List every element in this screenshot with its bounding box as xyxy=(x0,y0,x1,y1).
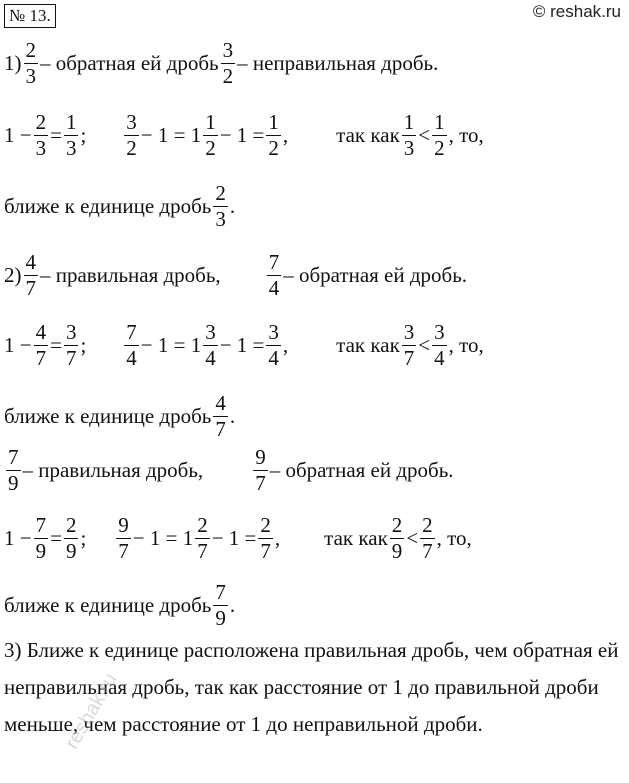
numerator: 7 xyxy=(8,445,19,469)
fraction xyxy=(195,515,210,562)
text: = xyxy=(50,333,62,357)
numerator: 2 xyxy=(25,38,36,62)
denominator: 3 xyxy=(403,136,415,160)
fraction xyxy=(64,112,79,159)
fraction xyxy=(64,515,79,562)
fraction xyxy=(34,515,49,562)
denominator: 4 xyxy=(268,276,280,300)
denominator: 4 xyxy=(434,346,445,370)
fraction xyxy=(24,252,39,299)
numerator: 1 xyxy=(205,110,216,134)
text: = xyxy=(50,526,62,550)
numerator: 7 xyxy=(35,513,47,537)
denominator: 7 xyxy=(197,539,208,563)
denominator: 2 xyxy=(268,136,279,160)
text: , xyxy=(274,526,281,550)
part1-line2 xyxy=(4,112,484,159)
fraction xyxy=(420,515,435,562)
text: < xyxy=(406,526,419,550)
fraction xyxy=(34,322,49,369)
denominator: 3 xyxy=(215,207,226,231)
denominator: 7 xyxy=(118,539,129,563)
text: ближе к единице дробь xyxy=(4,593,212,617)
fraction xyxy=(402,322,417,369)
brand-label: © reshak.ru xyxy=(532,2,621,21)
part3-paragraph: 3) Ближе к единице расположена правильная дробь, чем обратная ей неправильная дробь, так как расстояние от 1 до правильной дроби меньше, чем расстояние от 1 до неправильной дроби. xyxy=(4,638,619,736)
denominator: 7 xyxy=(35,346,47,370)
text: 1 − xyxy=(4,333,32,357)
text: 1 − xyxy=(4,526,32,550)
denominator: 7 xyxy=(25,276,36,300)
part2-line1 xyxy=(4,252,467,299)
part1-line1 xyxy=(4,40,438,87)
denominator: 4 xyxy=(126,346,137,370)
text: − 1 = 1 xyxy=(140,333,202,357)
text: − 1 = 1 xyxy=(132,526,194,550)
numerator: 3 xyxy=(205,320,216,344)
part2-line4 xyxy=(4,447,454,494)
numerator: 1 xyxy=(268,110,279,134)
numerator: 7 xyxy=(215,580,226,604)
text: – обратная ей дробь. xyxy=(283,263,468,287)
numerator: 4 xyxy=(25,250,36,274)
part2-line6 xyxy=(4,582,235,629)
text: ближе к единице дробь xyxy=(4,404,212,428)
text: ближе к единице дробь xyxy=(4,194,212,218)
numerator: 3 xyxy=(126,110,137,134)
fraction xyxy=(432,322,447,369)
text: , xyxy=(282,333,289,357)
denominator: 7 xyxy=(215,417,226,441)
fraction xyxy=(258,515,273,562)
numerator: 1 xyxy=(403,110,415,134)
denominator: 2 xyxy=(434,136,445,160)
denominator: 7 xyxy=(403,346,415,370)
text: так как xyxy=(336,333,400,357)
fraction xyxy=(124,322,139,369)
numerator: 3 xyxy=(222,38,234,62)
text: = xyxy=(50,123,62,147)
fraction xyxy=(213,183,228,230)
numerator: 3 xyxy=(268,320,279,344)
text: . xyxy=(229,593,236,617)
text: 2) xyxy=(4,263,22,287)
text: ; xyxy=(80,123,87,147)
text: – правильная дробь, xyxy=(40,263,221,287)
denominator: 9 xyxy=(65,539,77,563)
numerator: 3 xyxy=(434,320,445,344)
numerator: 2 xyxy=(215,181,226,205)
numerator: 2 xyxy=(391,513,403,537)
text: – обратная ей дробь. xyxy=(269,458,454,482)
numerator: 7 xyxy=(268,250,280,274)
fraction xyxy=(34,112,49,159)
denominator: 3 xyxy=(65,136,77,160)
numerator: 3 xyxy=(65,320,77,344)
numerator: 1 xyxy=(65,110,77,134)
fraction xyxy=(266,112,281,159)
text: – неправильная дробь. xyxy=(237,51,439,75)
denominator: 3 xyxy=(35,136,47,160)
denominator: 3 xyxy=(25,64,36,88)
text: . xyxy=(229,404,236,428)
text: 1) xyxy=(4,51,22,75)
denominator: 7 xyxy=(255,471,266,495)
denominator: 4 xyxy=(268,346,279,370)
text: − 1 = 1 xyxy=(140,123,202,147)
text: – правильная дробь, xyxy=(22,458,204,482)
fraction xyxy=(266,322,281,369)
denominator: 9 xyxy=(8,471,19,495)
denominator: 9 xyxy=(35,539,47,563)
fraction xyxy=(221,40,236,87)
denominator: 9 xyxy=(391,539,403,563)
text: – обратная ей дробь xyxy=(40,51,219,75)
denominator: 2 xyxy=(205,136,216,160)
text: − 1 = xyxy=(211,526,257,550)
denominator: 9 xyxy=(215,606,226,630)
fraction xyxy=(64,322,79,369)
problem-number: № 13. xyxy=(4,4,56,28)
part2-line5 xyxy=(4,515,472,562)
fraction xyxy=(390,515,405,562)
numerator: 2 xyxy=(260,513,271,537)
text: < xyxy=(418,333,431,357)
text: так как xyxy=(336,123,400,147)
numerator: 1 xyxy=(434,110,445,134)
fraction xyxy=(203,322,218,369)
text: , то, xyxy=(448,333,484,357)
fraction xyxy=(402,112,417,159)
text: так как xyxy=(324,526,388,550)
numerator: 2 xyxy=(35,110,47,134)
numerator: 7 xyxy=(126,320,137,344)
fraction xyxy=(267,252,282,299)
part2-line2 xyxy=(4,322,484,369)
numerator: 9 xyxy=(255,445,266,469)
fraction xyxy=(213,393,228,440)
text: , то, xyxy=(448,123,484,147)
text: , то, xyxy=(436,526,472,550)
text: ; xyxy=(80,526,87,550)
numerator: 9 xyxy=(118,513,129,537)
text: . xyxy=(229,194,236,218)
fraction xyxy=(253,447,268,494)
text: − 1 = xyxy=(219,333,265,357)
numerator: 2 xyxy=(422,513,433,537)
numerator: 4 xyxy=(35,320,47,344)
text: 1 − xyxy=(4,123,32,147)
fraction xyxy=(203,112,218,159)
denominator: 7 xyxy=(65,346,77,370)
fraction xyxy=(6,447,21,494)
denominator: 7 xyxy=(260,539,271,563)
fraction xyxy=(124,112,139,159)
denominator: 2 xyxy=(222,64,234,88)
fraction xyxy=(213,582,228,629)
watermark: reshak.ru xyxy=(60,669,122,753)
fraction xyxy=(116,515,131,562)
numerator: 4 xyxy=(215,391,226,415)
numerator: 3 xyxy=(403,320,415,344)
text: < xyxy=(418,123,431,147)
text: − 1 = xyxy=(219,123,265,147)
part1-line3 xyxy=(4,183,235,230)
denominator: 7 xyxy=(422,539,433,563)
fraction xyxy=(24,40,39,87)
numerator: 2 xyxy=(65,513,77,537)
numerator: 2 xyxy=(197,513,208,537)
denominator: 2 xyxy=(126,136,137,160)
part2-line3 xyxy=(4,393,235,440)
denominator: 4 xyxy=(205,346,216,370)
text: , xyxy=(282,123,289,147)
fraction xyxy=(432,112,447,159)
text: ; xyxy=(80,333,87,357)
